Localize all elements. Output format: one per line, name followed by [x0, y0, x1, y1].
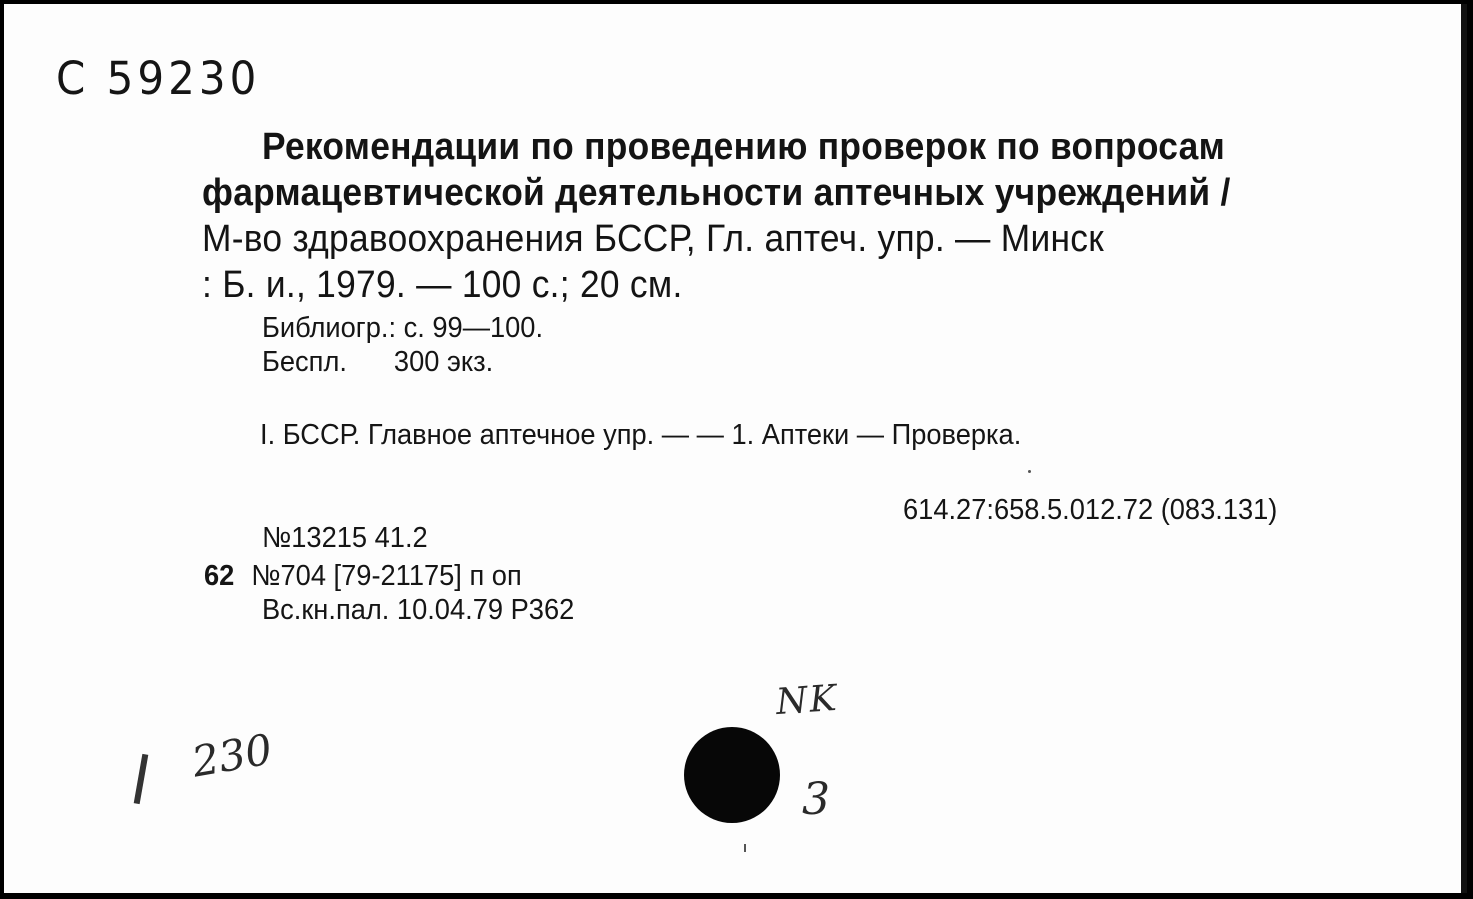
punch-hole: [684, 727, 780, 823]
imprint-line-1: М-во здравоохранения БССР, Гл. аптеч. упр. — Минск: [202, 218, 1104, 260]
bibliography-note: Библиогр.: с. 99—100.: [262, 312, 544, 344]
subject-headings: I. БССР. Главное аптечное упр. — — 1. Аптеки — Проверка.: [260, 419, 1022, 451]
title-line-2: фармацевтической деятельности аптечных учреждений /: [202, 172, 1231, 214]
number-line-2-lead: 62: [204, 560, 235, 592]
handwritten-stroke: [134, 754, 149, 804]
ink-mark: [744, 844, 746, 852]
ink-speck: [1028, 470, 1031, 473]
title-line-1: Рекомендации по проведению проверок по вопросам: [262, 126, 1226, 168]
handwritten-nk: NK: [774, 677, 840, 724]
copies-note: 300 экз.: [393, 346, 494, 378]
card-code: С 59230: [56, 52, 261, 105]
imprint-line-2: : Б. и., 1979. — 100 с.; 20 см.: [202, 264, 683, 306]
price-note: Беспл.: [262, 346, 347, 378]
catalog-card: [4, 4, 1467, 893]
price-copies-note: [262, 346, 493, 379]
handwritten-number: 230: [188, 724, 276, 787]
number-line-3: Вс.кн.пал. 10.04.79 Р362: [262, 594, 575, 626]
number-line-1: №13215 41.2: [262, 522, 428, 554]
handwritten-three: 3: [802, 774, 830, 825]
number-line-2: [204, 560, 522, 593]
udc-code: 614.27:658.5.012.72 (083.131): [903, 494, 1278, 526]
number-line-2-text: №704 [79-21175] п оп: [251, 560, 522, 592]
